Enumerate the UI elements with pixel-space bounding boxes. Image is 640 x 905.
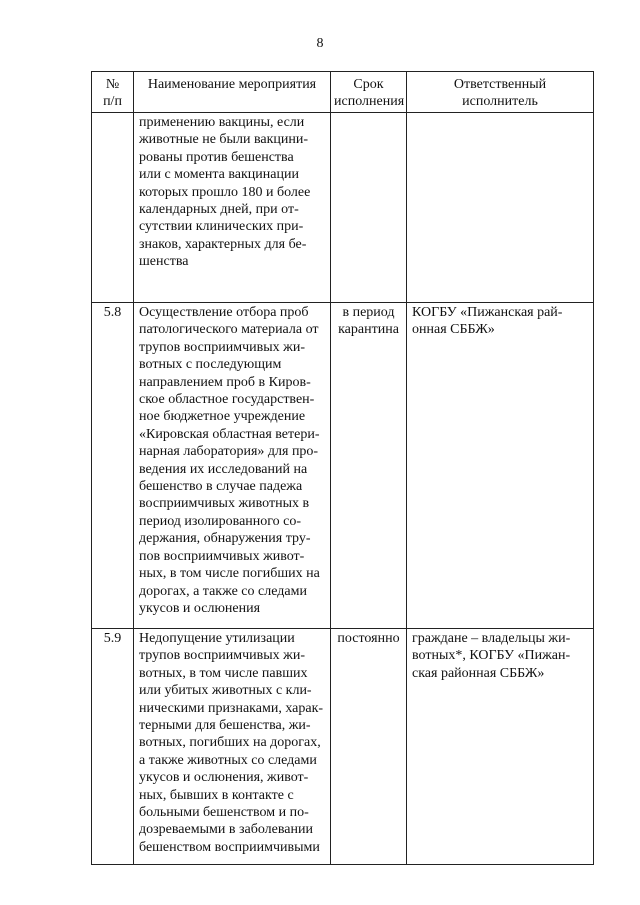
name-line: Осуществление отбора проб: [139, 305, 309, 320]
name-line: шенства: [139, 254, 189, 270]
name-line: «Кировская областная ветери-: [139, 426, 320, 442]
header-term: [331, 72, 407, 113]
name-line: дозреваемыми в заболевании: [139, 822, 313, 838]
header-name: [134, 72, 331, 113]
name-line: календарных дней, при от-: [139, 202, 299, 218]
name-line: ных, бывших в контакте с: [139, 787, 294, 803]
header-responsible: [407, 72, 594, 113]
table-header-row: [92, 72, 594, 113]
table-row: [92, 303, 594, 629]
cell-num: [92, 113, 134, 303]
measures-table: [91, 71, 594, 865]
resp-line: КОГБУ «Пижанская рай-: [412, 305, 563, 320]
name-line: период изолированного со-: [139, 513, 302, 529]
resp-line: онная СББЖ»: [412, 322, 495, 338]
name-line: нарная лаборатория» для про-: [139, 444, 319, 460]
name-line: ведения их исследований на: [139, 461, 308, 477]
term-line: карантина: [338, 322, 399, 338]
resp-line: ская районная СББЖ»: [412, 665, 545, 681]
page-number: 8: [316, 36, 324, 51]
term-line: постоянно: [337, 631, 400, 646]
name-line: вотных, погибших на дорогах,: [139, 735, 321, 751]
name-line: или убитых животных с кли-: [139, 683, 312, 699]
name-line: бешенство в случае падежа: [139, 479, 303, 495]
name-line: восприимчивых животных в: [139, 496, 310, 512]
name-line: укусов и ослюнения: [139, 600, 261, 616]
name-line: вотных с последующим: [139, 357, 282, 373]
name-line: ных, в том числе погибших на: [139, 566, 320, 582]
name-line: пов восприимчивых живот-: [139, 548, 305, 564]
name-line: вотных, в том числе павших: [139, 665, 308, 681]
name-line: рованы против бешенства: [139, 149, 294, 165]
name-line: трупов восприимчивых жи-: [139, 648, 305, 664]
name-line: сутствии клинических при-: [139, 219, 304, 235]
name-line: или с момента вакцинации: [139, 167, 299, 183]
cell-term: [331, 113, 407, 303]
name-line: которых прошло 180 и более: [139, 184, 311, 200]
header-name-line: Наименование мероприятия: [147, 77, 317, 92]
table-row: [92, 113, 594, 303]
cell-term: [331, 629, 407, 865]
name-line: держания, обнаружения тру-: [139, 531, 311, 547]
name-line: бешенством восприимчивыми: [139, 839, 320, 855]
name-line: укусов и ослюнения, живот-: [139, 770, 309, 786]
cell-name: [134, 113, 331, 303]
name-line: патологического материала от: [139, 322, 319, 338]
name-line: больными бешенством и по-: [139, 805, 309, 821]
header-num-line: №: [105, 77, 120, 92]
header-num-line: п/п: [103, 94, 122, 110]
header-term-line: исполнения: [334, 94, 405, 110]
name-line: дорогах, а также со следами: [139, 583, 307, 599]
cell-responsible: [407, 113, 594, 303]
cell-responsible: [407, 629, 594, 865]
term-line: в период: [342, 305, 395, 320]
name-line: животные не были вакцини-: [139, 132, 309, 148]
header-resp-line: Ответственный: [453, 77, 547, 92]
cell-name: [134, 303, 331, 629]
header-resp-line: исполнитель: [462, 94, 538, 110]
name-line: знаков, характерных для бе-: [139, 236, 307, 252]
name-line: направлением проб в Киров-: [139, 374, 311, 390]
name-line: ническими признаками, харак-: [139, 700, 324, 716]
name-line: а также животных со следами: [139, 752, 317, 768]
resp-line: вотных*, КОГБУ «Пижан-: [412, 648, 571, 664]
cell-num: 5.8: [92, 303, 134, 629]
header-term-line: Срок: [353, 77, 384, 92]
name-line: Недопущение утилизации: [139, 631, 295, 646]
cell-responsible: [407, 303, 594, 629]
cell-num: 5.9: [92, 629, 134, 865]
cell-term: [331, 303, 407, 629]
name-line: ское областное государствен-: [139, 392, 315, 408]
cell-name: [134, 629, 331, 865]
name-line: ное бюджетное учреждение: [139, 409, 306, 425]
header-num: [92, 72, 134, 113]
name-line: терными для бешенства, жи-: [139, 718, 311, 734]
name-line: трупов восприимчивых жи-: [139, 339, 305, 355]
resp-line: граждане – владельцы жи-: [412, 631, 571, 646]
name-line: применению вакцины, если: [139, 115, 305, 130]
table-row: [92, 629, 594, 865]
